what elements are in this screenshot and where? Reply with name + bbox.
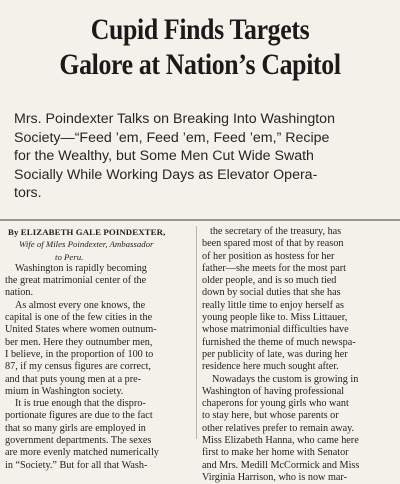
body-line: in “Society.” But for all that Wash-	[5, 459, 148, 471]
body-line: and that puts young men at a pre-	[5, 373, 142, 385]
headline-line-2: Galore at Nation’s Capitol	[59, 48, 341, 81]
body-line: the great matrimonial center of the	[5, 275, 147, 287]
deck-line: Mrs. Poindexter Talks on Breaking Into Washington	[14, 111, 335, 127]
body-line: really little time to enjoy herself as	[202, 299, 345, 311]
body-line: As almost every one knows, the	[15, 299, 146, 311]
body-line: capital is one of the few cities in the	[5, 312, 153, 324]
body-line: ber men. Here they outnumber men,	[5, 336, 153, 348]
headline	[28, 12, 372, 82]
body-line: whose matrimonial difficulties have	[202, 324, 349, 336]
body-line: government departments. The sexes	[5, 435, 152, 447]
headline-line-1: Cupid Finds Targets	[90, 13, 310, 46]
body-line: older people, and is so much tied	[202, 275, 337, 287]
body-line: Washington is rapidly becoming	[15, 262, 147, 274]
body-line: I believe, in the proportion of 100 to	[5, 348, 154, 360]
column-gutter	[196, 226, 197, 439]
article-column-left	[5, 226, 192, 472]
body-line: portionate figures are due to the fact	[5, 410, 153, 422]
body-line: per publicity of late, was during her	[202, 348, 348, 360]
deck-line: for the Wealthy, but Some Men Cut Wide Swath	[14, 148, 314, 165]
body-line: first to make her home with Senator	[202, 447, 349, 459]
section-divider	[0, 219, 400, 221]
byline: By ELIZABETH GALE POINDEXTER,	[8, 227, 166, 237]
body-line: chaperons for young girls who want	[202, 398, 349, 410]
body-line: that so many girls are employed in	[5, 422, 146, 434]
body-line: nation.	[5, 287, 34, 299]
body-line: to stay here, but whose parents or	[202, 410, 339, 422]
article-column-right	[202, 226, 398, 484]
body-line: Miss Elizabeth Hanna, who came here	[202, 435, 359, 447]
body-line: Virginia Harrison, who is now mar-	[202, 471, 347, 483]
deck-line: Socially While Working Days as Elevator Opera-	[14, 166, 318, 183]
body-line: young people like to. Miss Littauer,	[202, 312, 348, 324]
body-line: the secretary of the treasury, has	[210, 226, 342, 237]
body-line: 87, if my census figures are correct,	[5, 361, 151, 373]
author-credit: to Peru.	[55, 251, 84, 262]
body-line: and Mrs. Medill McCormick and Miss	[202, 459, 360, 471]
body-line: Washington of having professional	[202, 385, 345, 397]
body-line: been spared most of that by reason	[202, 238, 344, 250]
body-line: furnished the theme of much newspa-	[202, 336, 356, 348]
body-line: father—she meets for the most part	[202, 262, 346, 274]
body-line: United States where women outnum-	[5, 324, 157, 336]
body-line: other relatives prefer to remain away.	[202, 422, 355, 434]
body-line: of her position as hostess for her	[202, 250, 335, 262]
body-line: mium in Washington society.	[5, 385, 124, 397]
body-line: are more evenly matched numerically	[5, 447, 159, 459]
deck-line: tors.	[14, 185, 42, 202]
author-credit: Wife of Miles Poindexter, Ambassador	[19, 239, 154, 250]
body-line: Nowadays the custom is growing in	[212, 373, 359, 385]
body-line: residence here much sought after.	[202, 361, 339, 373]
body-line: It is true enough that the dispro-	[15, 398, 146, 410]
body-line: down by social duties that she has	[202, 287, 341, 299]
subheadline-deck	[14, 110, 400, 203]
deck-line: Society—“Feed ’em, Feed ’em, Feed ’em,” Recipe	[14, 129, 330, 146]
